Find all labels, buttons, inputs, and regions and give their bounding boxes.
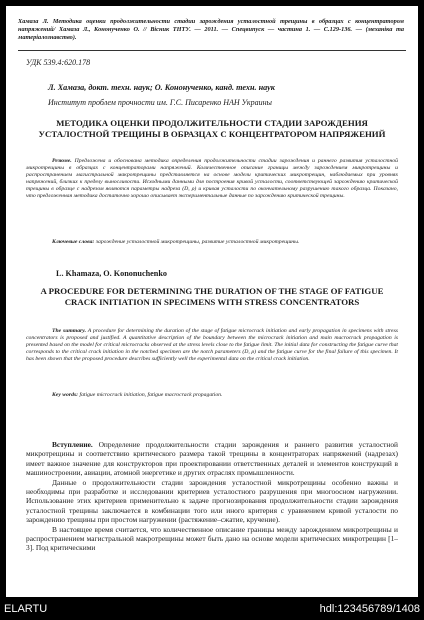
citation-header: Хамаза Л. Методика оценки продолжительности стадии зарождения усталостной трещины в образцах с концентратором напряжений/ Хамаза Л., Кононученко О. // Вісник ТНТУ. — 2011. — Спецвипуск — частина 1. — С.129-136. — (механіка та матеріалознавство). <box>18 18 404 41</box>
institute-ru: Институт проблем прочности им. Г.С. Писаренко НАН Украины <box>48 98 272 107</box>
keywords-en-text: fatigue microcrack initiation, fatigue macrocrack propagation. <box>79 392 223 398</box>
abstract-ru-label: Резюме. <box>52 158 72 164</box>
abstract-ru-text: Предложена и обоснована методика определения продолжительности стадии зарождения и раннего развития усталостной микротрещины в образцах с концентраторами напряжений. Количественное описание границы между зарождением микротрещины и распространением магистральной макротрещины представляется на основе модели критических микротрещин, наблюдаемых при уровнях напряжений, близких к пределу выносливости. Исходными данными для построения кривой усталости, соответствующей зарождению критической трещины в образце с надрезом являются параметры надреза (D, ρ) и кривая усталости по окончательному разрушению такого образца. Показано, что предложенная методика достаточно хорошо описывает экспериментальные данные по зарождению критической трещины. <box>26 158 398 200</box>
intro-body <box>26 440 398 553</box>
footer-handle: hdl:123456789/1408 <box>319 603 420 615</box>
keywords-ru <box>26 239 398 246</box>
intro-paragraph-2: Данные о продолжительности стадии зарождения усталостной микротрещины особенно важны и необходимы при разработке и исследовании критериев усталостного разрушения при многоосном нагружении. Использование этих критериев применительно к задаче прогнозирования продолжительности стадии зарождения усталостной трещины заключается в комбинации того или иного критерия с уравнением кривой усталости по зарождению трещины при простом нагружении (растяжение–сжатие, кручение). <box>26 477 398 525</box>
header-rule <box>18 50 406 51</box>
intro-paragraph-3: В настоящее время считается, что количественное описание границы между зарождением микротрещины и распространением магистральной макротрещины может быть дано на основе модели критических микротрещин [1–3]. Под критическими <box>26 524 398 553</box>
abstract-en-text: A procedure for determining the duration of the stage of fatigue microcrack initiation and early propagation in specimens with stress concentrators is proposed and justified. A quantitative description of the boundary between the microcrack initiation and main macrocrack propagation is presented based on the model for critical microcracks observed at the stress levels close to the fatigue limit. The initial data for constructing the fatigue curve that corresponds to the critical crack initiation in the notched specimen are the notch parameters (D, ρ) and the fatigue curve for the final failure of this specimen. It has been shown that the proposed procedure describes sufficiently well the experimental data on the critical crack initiation. <box>26 328 398 363</box>
intro-p1-text: Определение продолжительности стадии зарождения и раннего развития усталостной микротрещины и соответствию критического размера такой трещины в концентраторах напряжений (надрезах) имеет важное значение для конструкторов при проектировании ответственных деталей и элементов конструкций в машиностроении, авиации, атомной энергетике и других отраслях промышленности. <box>26 440 398 478</box>
keywords-ru-label: Ключевые слова: <box>52 239 95 245</box>
document-page <box>6 6 418 597</box>
intro-label: Вступление. <box>52 440 93 449</box>
abstract-ru <box>26 158 398 201</box>
authors-en: L. Khamaza, O. Kononuchenko <box>56 269 168 278</box>
udk-code: УДК 539.4:620.178 <box>26 58 91 67</box>
abstract-en <box>26 328 398 363</box>
repository-footer <box>0 598 424 620</box>
abstract-en-label: The summary. <box>52 328 87 334</box>
keywords-en-label: Key words: <box>52 392 79 398</box>
footer-repo-name: ELARTU <box>4 603 48 615</box>
keywords-ru-text: зарождение усталостной микротрещины, развитие усталостной микротрещины. <box>95 239 300 245</box>
title-ru: МЕТОДИКА ОЦЕНКИ ПРОДОЛЖИТЕЛЬНОСТИ СТАДИИ ЗАРОЖДЕНИЯ УСТАЛОСТНОЙ ТРЕЩИНЫ В ОБРАЗЦАХ С КОНЦЕНТРАТОРОМ НАПРЯЖЕНИЙ <box>38 118 386 139</box>
title-en: A PROCEDURE FOR DETERMINING THE DURATION OF THE STAGE OF FATIGUE CRACK INITIATION IN SPECIMENS WITH STRESS CONCENTRATORS <box>40 286 384 307</box>
keywords-en <box>26 392 398 399</box>
authors-ru: Л. Хамаза, докт. техн. наук; О. Кононученко, канд. техн. наук <box>48 83 275 92</box>
intro-paragraph-1 <box>26 440 398 478</box>
